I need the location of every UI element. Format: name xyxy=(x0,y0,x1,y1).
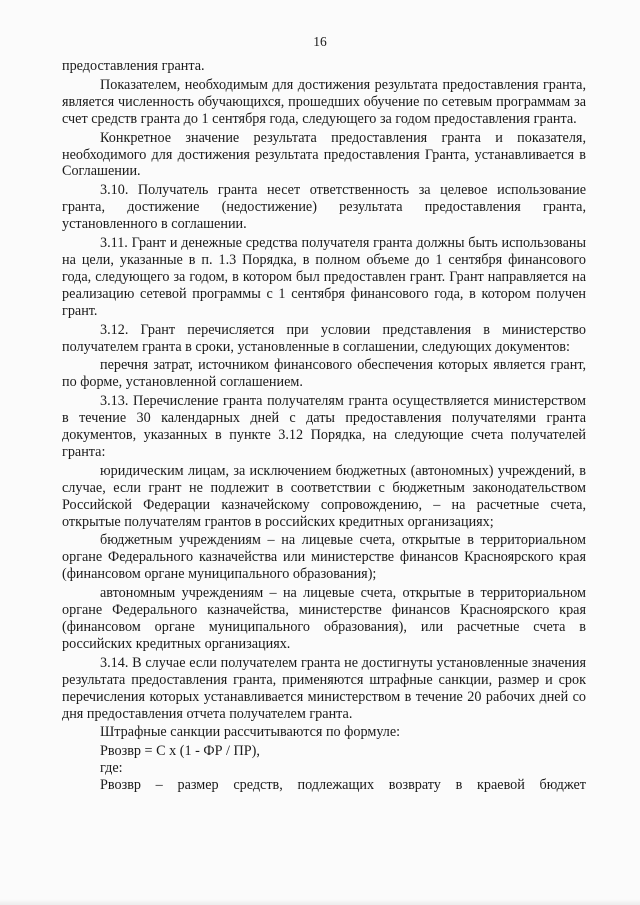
paragraph-indicator: Показателем, необходимым для достижения результата предоставления гранта, является численность обучающихся, прошедших обучение по сетевым программам за счет средств гранта до 1 сентября года, следующего за годом предоставления гранта. xyxy=(62,76,586,127)
document-body xyxy=(62,58,586,796)
paragraph-penalty-formula-intro: Штрафные санкции рассчитываются по формуле: xyxy=(100,724,401,741)
page-number: 16 xyxy=(313,34,327,49)
paragraph-3-11: 3.11. Грант и денежные средства получателя гранта должны быть использованы на цели, указанные в п. 1.3 Порядка, в полном объеме до 1 сентября финансового года, следующего за годом, в котором был предоставлен грант. Грант направляется на реализацию сетевой программы с 1 сентября финансового года, в котором получен грант. xyxy=(62,235,586,319)
paragraph-specific-value: Конкретное значение результата предоставления гранта и показателя, необходимого для достижения результата предоставления Гранта, устанавливается в Соглашении. xyxy=(62,129,586,180)
paragraph-cost-list: перечня затрат, источником финансового обеспечения которых является грант, по форме, установленной соглашением. xyxy=(62,357,586,391)
paragraph-continuation: предоставления гранта. xyxy=(62,58,205,74)
paragraph-autonomous-institutions: автономным учреждениям – на лицевые счета, открытые в территориальном органе Федерального казначейства, министерстве финансов Красноярского края (финансовом органе муниципального образования), или расчетные счета в российских кредитных организациях. xyxy=(62,585,586,652)
paragraph-3-13: 3.13. Перечисление гранта получателям гранта осуществляется министерством в течение 30 календарных дней с даты предоставления получателями гранта документов, указанных в пункте 3.12 Порядка, на следующие счета получателей гранта: xyxy=(62,393,586,460)
page-edge-shadow xyxy=(0,899,640,905)
paragraph-3-14: 3.14. В случае если получателем гранта не достигнуты установленные значения результата предоставления гранта, применяются штрафные санкции, размер и срок перечисления которых устанавливается министерством в течение 20 рабочих дней со дня предоставления отчета получателем гранта. xyxy=(62,654,586,722)
paragraph-3-10: 3.10. Получатель гранта несет ответственность за целевое использование гранта, достижение (недостижение) результата предоставления гранта, установленного в соглашении. xyxy=(62,182,586,233)
formula-where: где: xyxy=(100,760,123,777)
paragraph-budget-institutions: бюджетным учреждениям – на лицевые счета, открытые в территориальном органе Федерального казначейства или министерстве финансов Красноярского края (финансовом органе муниципального образования); xyxy=(62,532,586,583)
paragraph-legal-entities: юридическим лицам, за исключением бюджетных (автономных) учреждений, в случае, если грант не подлежит в соответствии с бюджетным законодательством Российской Федерации казначейскому сопровождению, – на расчетные счета, открытые получателям грантов в российских кредитных организациях; xyxy=(62,462,586,530)
paragraph-formula-definition: Pвозвр – размер средств, подлежащих возврату в краевой бюджет xyxy=(100,777,586,794)
paragraph-3-12: 3.12. Грант перечисляется при условии представления в министерство получателем гранта в сроки, установленные в соглашении, следующих документов: xyxy=(62,321,586,355)
formula: Pвозвр = C x (1 - ФР / ПР), xyxy=(100,743,260,760)
